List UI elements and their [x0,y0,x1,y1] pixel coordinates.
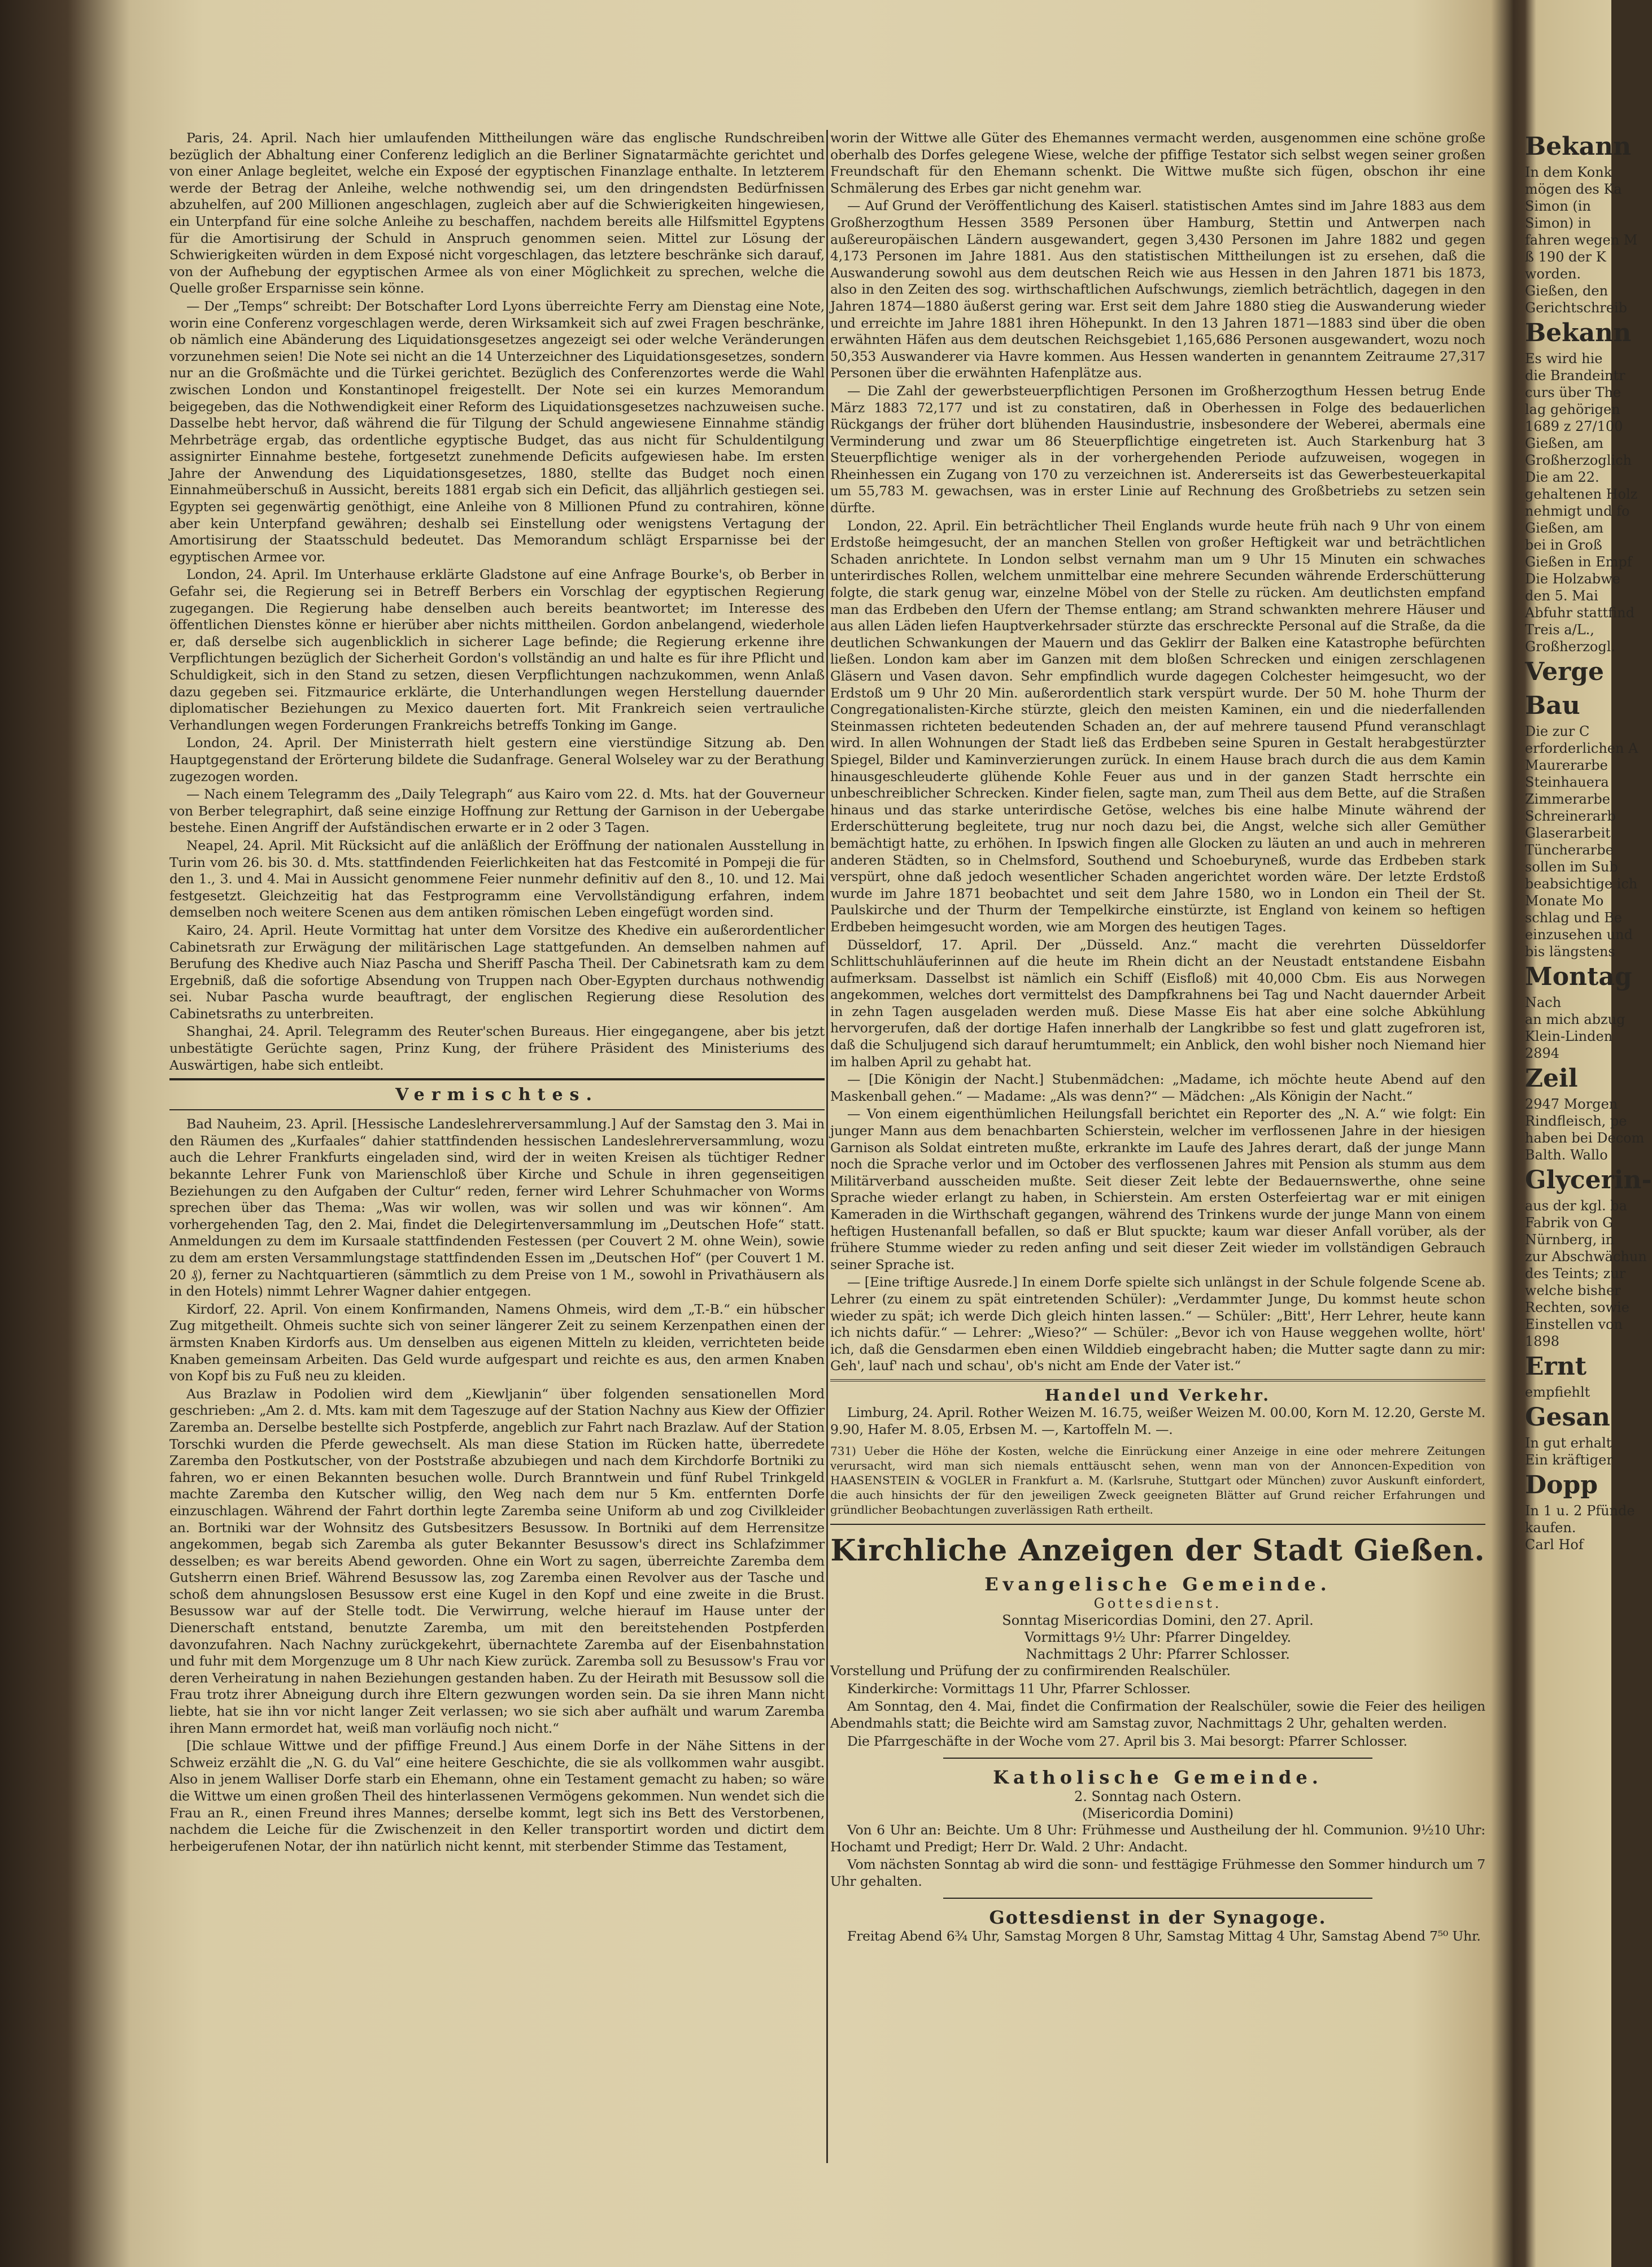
article-schlaue-wittwe: [Die schlaue Wittwe und der pfiffige Freund.] Aus einem Dorfe in der Nähe Sittens in der Schweiz erzählt die „N. G. du Val“ eine heitere Geschichte, die sie als vollkommen wahr ausgibt. Also in jenem Walliser Dorfe starb ein Ehemann, ohne ein Testament gemacht zu haben; so wäre die Wittwe um einen großen Theil des hinterlassenen Vermögens gekommen. Nun wendet sich die Frau an R., einen Freund ihres Mannes; derselbe kommt, legt sich ins Bett des Verstorbenen, nachdem die Leiche für die Zwischenzeit in den Keller transportirt worden und dictirt dem herbeigerufenen Notar, der ihn natürlich nicht kennt, mit sterbender Stimme das Testament, [169,1738,825,1854]
edge-fragment: haben bei Decom [1525,1130,1645,1146]
edge-fragment: lag gehörigen [1525,402,1620,417]
ev-line-vormittags: Vormittags 9½ Uhr: Pfarrer Dingeldey. [1024,1629,1292,1646]
edge-fragment: Treis a/L., [1525,622,1594,638]
edge-fragment: In dem Konk [1525,164,1612,180]
edge-fragment: bis längstens [1525,944,1615,960]
edge-fragment: Bekann [1525,132,1632,161]
section-heading-handel: Handel und Verkehr. [830,1379,1485,1405]
edge-fragment: erforderlichen A [1525,740,1638,756]
edge-fragment: Gerichtschreib [1525,300,1627,316]
article-kirdorf: Kirdorf, 22. April. Von einem Konfirmanden, Namens Ohmeis, wird dem „T.-B.“ ein hübscher Zug mitgetheilt. Ohmeis suchte sich von seiner längerer Zeit zu seinem Kerzenpathen einen der ärmsten Knaben Kirdorfs aus. Um denselben aus eigenen Mitteln zu kleiden, verrichteten beide Knaben gemeinsam Arbeiten. Das Geld wurde aufgespart und reichte es aus, den armen Knaben von Kopf bis zu Fuß neu zu kleiden. [169,1301,825,1384]
edge-fragment: welche bisher [1525,1283,1621,1298]
edge-fragment: Einstellen von [1525,1316,1623,1332]
edge-fragment: Gießen, den [1525,283,1609,299]
heading-katholische-gemeinde: Katholische Gemeinde. [993,1767,1323,1789]
edge-fragment: die Brandeintr [1525,368,1625,383]
edge-fragment: Die Holzabwe [1525,571,1620,587]
ev-line-confirmation: Am Sonntag, den 4. Mai, findet die Confirmation der Realschüler, sowie die Feier des heiligen Abendmahls statt; die Beichte wird am Samstag zuvor, Nachmittags 2 Uhr, gehalten werden. [830,1698,1485,1731]
edge-fragment: Glaserarbeit [1525,825,1611,841]
edge-fragment: Gießen, am [1525,520,1604,536]
article-shanghai: Shanghai, 24. April. Telegramm des Reuter'schen Bureaus. Hier eingegangene, aber bis jetzt unbestätigte Gerüchte sagen, Prinz Kung, der frühere Präsident des Ministeriums des Auswärtigen, habe sich entleibt. [169,1023,825,1073]
edge-fragment: Fabrik von G [1525,1215,1614,1231]
article-koenigin-der-nacht: — [Die Königin der Nacht.] Stubenmädchen: „Madame, ich möchte heute Abend auf den Maskenball gehen.“ — Madame: „Als was denn?“ — Mädchen: „Als Königin der Nacht.“ [830,1071,1485,1104]
ev-line-gottesdienst: Gottesdienst. [1093,1595,1222,1612]
edge-fragment: Bekann [1525,319,1632,347]
left-column [169,130,825,2191]
edge-fragment: Die am 22. [1525,469,1599,485]
edge-fragment: Zeil [1525,1064,1578,1093]
edge-fragment: sollen im Sub [1525,859,1618,875]
article-paris: Paris, 24. April. Nach hier umlaufenden Mittheilungen wäre das englische Rundschreiben bezüglich der Abhaltung einer Conferenz lediglich an die Berliner Signatarmächte gerichtet und von einer Anlage begleitet, welche ein Exposé der egyptischen Finanzlage enthalte. In letzterem werde der Betrag der Anleihe, welche nothwendig sei, um den dringendsten Bedürfnissen abzuhelfen, auf 200 Millionen angeschlagen, zugleich aber auf die Schwierigkeiten hingewiesen, ein Unterpfand für eine solche Anleihe zu beschaffen, nachdem bereits alle Hilfsmittel Egyptens für die Amortisirung der Schuld in Anspruch genommen seien. Mittel zur Lösung der Schwierigkeiten würden in dem Exposé nicht vorgeschlagen, das letztere beschränke sich darauf, von der Aufhebung der egyptischen Armee als von einer Möglichkeit zu sprechen, welche die Quelle großer Ersparnisse sein könne. [169,130,825,297]
article-bad-nauheim: Bad Nauheim, 23. April. [Hessische Landeslehrerversammlung.] Auf der Samstag den 3. Mai in den Räumen des „Kurfaales“ dahier stattfindenden hessischen Landeslehrerversammlung, wozu auch die Lehrer Frankfurts eingeladen sind, wird der in weiten Kreisen als tüchtiger Redner bekannte Lehrer Funk von Marienschloß über Kirche und Schule in ihren gegenseitigen Beziehungen zu den Aufgaben der Cultur“ reden, ferner wird Lehrer Schuhmacher von Worms sprechen über das Thema: „Was wir wollen, was wir sollen und was wir können“. Am vorhergehenden Tag, den 2. Mai, findet die Delegirtenversammlung im „Deutschen Hofe“ statt. Anmeldungen zu dem im Kursaale stattfindenden Festessen (per Couvert 2 M. ohne Wein), sowie zu dem am ersten Versammlungstage stattfindenden Essen im „Deutschen Hof“ (per Couvert 1 M. 20 ₰), ferner zu Nachtquartieren (sämmtlich zu dem Preise von 1 M., sowohl in Privathäusern als in den Hotels) nimmt Lehrer Wagner dahier entgegen. [169,1116,825,1300]
edge-fragment: kaufen. [1525,1520,1576,1536]
edge-fragment: des Teints; zur [1525,1266,1626,1281]
ev-line-nachmittags: Nachmittags 2 Uhr: Pfarrer Schlosser. [1026,1646,1290,1663]
edge-fragment: bei in Groß [1525,537,1602,553]
edge-fragment: Großherzoglich [1525,452,1632,468]
ev-line-kinderkirche: Kinderkirche: Vormittags 11 Uhr, Pfarrer Schlosser. [847,1680,1191,1697]
edge-fragment: Steinhauera [1525,774,1609,790]
section-heading-vermischtes: Vermischtes. [169,1078,825,1110]
article-temps: — Der „Temps“ schreibt: Der Botschafter Lord Lyons überreichte Ferry am Dienstag eine Note, worin eine Conferenz vorgeschlagen werde, deren Wirksamkeit sich auf zwei Fragen beschränke, ob nämlich eine Abänderung des Liquidationsgesetzes angezeigt sei oder welche Veränderungen vorzunehmen seien! Die Note sei nicht an die 14 Unterzeichner des Liquidationsgesetzes, sondern nur an die Großmächte und die Türkei gerichtet. Bezüglich des Conferenzortes werde die Wahl zwischen London und Konstantinopel freigestellt. Der Note sei ein kurzes Memorandum beigegeben, das die Nothwendigkeit einer Reform des Liquidationsgesetzes nachzuweisen suche. Dasselbe hebt hervor, daß während die für Tilgung der Schuld angewiesene Einnahme ständig Mehrbeträge ergab, das ordentliche egyptische Budget, das aus nicht für Schuldentilgung assignirter Einnahme bestehe, fortgesetzt zunehmende Deficits aufgewiesen habe. Im ersten Jahre der Anwendung des Liquidationsgesetzes, 1880, stellte das Budget noch einen Einnahmeüberschuß in Aussicht, bereits 1881 ergab sich ein Deficit, das alljährlich gestiegen sei. Egypten sei gegenwärtig genöthigt, eine Anleihe von 8 Millionen Pfund zu contrahiren, könne aber kein Unterpfand gewähren; deshalb sei Einstellung oder wenigstens Vertagung der Amortisirung der Staatsschuld bedeutet. Das Memorandum schlägt Ersparnisse bei der egyptischen Armee vor. [169,298,825,565]
edge-fragment: 1898 [1525,1333,1560,1349]
edge-fragment: den 5. Mai [1525,588,1598,604]
edge-fragment: Klein-Linden [1525,1028,1613,1044]
edge-fragment: 2894 [1525,1045,1560,1061]
article-london-1: London, 24. April. Im Unterhause erklärte Gladstone auf eine Anfrage Bourke's, ob Berber in Gefahr sei, die Regierung sei in Betreff Berbers ein Vorschlag der egyptischen Regierung zugegangen. Die Regierung habe denselben auch bereits beantwortet; im Interesse des öffentlichen Dienstes könne er hierüber aber nichts mittheilen. Gordon anbelangend, wiederhole er, daß derselbe sich augenblicklich in sicherer Lage befinde; die Regierung erkenne ihre Verpflichtungen bezüglich der Sicherheit Gordon's vollständig an und halte es für ihre Pflicht und Schuldigkeit, sich in den Stand zu setzen, diesen Verpflichtungen nachzukommen, wenn Anlaß dazu gegeben sei. Fitzmaurice erklärte, die Unterhandlungen wegen Herstellung dauernder diplomatischer Beziehungen zu Mexico dauerten fort. Mit Frankreich seien vertrauliche Verhandlungen wegen Forderungen Frankreichs betreffs Tonking im Gange. [169,566,825,733]
market-prices-limburg: Limburg, 24. April. Rother Weizen M. 16.75, weißer Weizen M. 00.00, Korn M. 12.20, Gerste M. 9.90, Hafer M. 8.05, Erbsen M. —, Kartoffeln M. —. [830,1404,1485,1437]
edge-fragment: Simon) in [1525,215,1591,231]
ev-line-pfarrgeschaefte: Die Pfarrgeschäfte in der Woche vom 27. April bis 3. Mai besorgt: Pfarrer Schlosser. [847,1733,1407,1749]
edge-fragment: Verge [1525,657,1605,686]
edge-fragment: Balth. Wallo [1525,1147,1608,1163]
heading-synagoge: Gottesdienst in der Synagoge. [989,1907,1327,1929]
edge-fragment: empfiehlt [1525,1384,1590,1400]
article-duesseldorf: Düsseldorf, 17. April. Der „Düsseld. Anz.“ macht die verehrten Düsseldorfer Schlittschuhläuferinnen auf die heute im Rhein dicht an der Neustadt entstandene Eisbahn aufmerksam. Dasselbst ist nämlich ein Schiff (Eisfloß) mit 40,000 Cbm. Eis aus Norwegen angekommen, welches dort vermittelst des Dampfkrahnens bei Tag und Nacht dauernder Arbeit in zehn Tagen ausgeladen werden muß. Diese Masse Eis hat aber eine solche Abkühlung hervorgerufen, daß der dortige Hafen innerhalb der Langkribbe so fest und glatt zugefroren ist, daß die Schuljugend sich darauf herumtummelt; ein Anblick, den wohl bisher noch Niemand hier im halben April zu gehabt hat. [830,936,1485,1070]
edge-fragment: fahren wegen M [1525,232,1638,248]
edge-fragment: Maurerarbe [1525,757,1608,773]
column-divider [826,130,828,2163]
edge-fragment: Schreinerarb [1525,808,1616,824]
article-neapel: Neapel, 24. April. Mit Rücksicht auf die anläßlich der Eröffnung der nationalen Ausstellung in Turin vom 26. bis 30. d. Mts. stattfindenden Feierlichkeiten hat das Festcomité in Pompeji die für den 1., 3. und 4. Mai in Aussicht genommene Feier nunmehr definitiv auf den 8., 10. und 12. Mai festgesetzt. Gleichzeitig hat das Festprogramm eine Vervollständigung erfahren, indem demselben noch weitere Scenen aus dem antiken römischen Leben eingefügt worden sind. [169,837,825,921]
edge-fragment: Monate Mo [1525,893,1604,909]
edge-fragment: worden. [1525,266,1581,282]
article-erdbeben-london: London, 22. April. Ein beträchtlicher Theil Englands wurde heute früh nach 9 Uhr von einem Erdstoße heimgesucht, der an manchen Stellen von großer Heftigkeit war und beträchtlichen Schaden anrichtete. In London selbst vernahm man um 9 Uhr 15 Minuten ein schwaches unterirdisches Rollen, welchem unmittelbar eine mehrere Secunden währende Erderschütterung folgte, die stark genug war, einzelne Möbel von der Stelle zu rücken. Am deutlichsten empfand man das Erdbeben den Ufern der Themse entlang; am Strand schwankten mehrere Häuser und aus allen Läden liefen Hauptverkehrsader stürzte das erschreckte Personal auf die Straße, da die deutlichen Schwankungen der Mauern und das Geklirr der Balken eine Katastrophe befürchten ließen. London kam aber im Ganzen mit dem bloßen Schrecken und einigen zerschlagenen Gläsern und Vasen davon. Sehr empfindlich wurde dagegen Colchester heimgesucht, wo der Erdstoß um 9 Uhr 20 Min. außerordentlich stark verspürt wurde. Der 50 M. hohe Thurm der Congregationalisten-Kirche stürzte, gleich den meisten Kaminen, ein und die niederfallenden Steinmassen richteten bedeutenden Schaden an, der auf mehrere tausend Pfund veranschlagt wird. In allen Wohnungen der Stadt ließ das Erdbeben seine Spuren in Gestalt herabgestürzter Spiegel, Bilder und Kaminverzierungen zurück. In einem Hause brach durch die aus dem Kamin hinausgeschleuderte glühende Kohle Feuer aus und in der ganzen Stadt herrschte ein unbeschreiblicher Schrecken. Kinder fielen, sagte man, zum Theil aus dem Bette, auf die Straßen hinaus und das starke unterirdische Getöse, welches bis eine halbe Minute während der Erderschütterung begleitete, trug nur noch dazu bei, die Angst, welche sich aller Gemüther bemächtigt hatte, zu erhöhen. In Ipswich fingen alle Glocken zu läuten an und auch in mehreren anderen Städten, so in Chelmsford, Southend und Schoeburyneß, wurde das Erdbeben stark verspürt, ohne daß jedoch wesentlicher Schaden angerichtet worden wäre. Der letzte Erdstoß wurde im Jahre 1871 beobachtet und seit dem Jahre 1580, wo in London ein Theil der St. Paulskirche und der Thurm der Tempelkirche einstürzte, ist England von keinem so heftigen Erdbeben heimgesucht worden, wie am Morgen des heutigen Tages. [830,517,1485,935]
edge-fragment: Gießen in Empf [1525,554,1632,570]
kath-line-fruehmesse: Vom nächsten Sonntag ab wird die sonn- und festtägige Frühmesse den Sommer hindurch um 7 Uhr gehalten. [830,1856,1485,1889]
edge-fragment: Montag [1525,962,1632,991]
article-heilungsfall: — Von einem eigenthümlichen Heilungsfall berichtet ein Reporter des „N. A.“ wie folgt: Ein junger Mann aus dem benachbarten Schierstein, welcher im verflossenen Jahre in der hiesigen Garnison als Soldat eintreten mußte, erkrankte im Laufe des Jahres derart, daß der junge Mann noch die Sprache verlor und im October des verflossenen Jahres mit Pension als stumm aus dem Militärverband ausscheiden mußte. Seit dieser Zeit lebte der Bedauernswerthe, ohne seine Sprache wieder erlangt zu haben, in Schierstein. Am ersten Osterfeiertag war er mit einigen Kameraden in die Wirthschaft gegangen, während des Trinkens wurde der junge Mann von einem heftigen Hustenanfall befallen, so daß er Blut spuckte; kaum war dieser Anfall vorüber, als der frühere Stumme wieder zu reden anfing und seit dieser Zeit wieder im vollständigen Gebrauch seiner Sprache ist. [830,1106,1485,1272]
edge-fragment: Ernt [1525,1352,1587,1381]
article-kairo: Kairo, 24. April. Heute Vormittag hat unter dem Vorsitze des Khedive ein außerordentlicher Cabinetsrath zur Erwägung der militärischen Lage stattgefunden. An demselben nahmen auf Berufung des Khedive auch Niaz Pascha und Sheriff Pascha Theil. Der Cabinetsrath kam zu dem Ergebniß, daß die sofortige Absendung von Truppen nach Ober-Egypten durchaus nothwendig sei. Nubar Pascha wurde beauftragt, der englischen Regierung diese Resolution des Cabinetsraths zu unterbreiten. [169,922,825,1022]
edge-fragment: 2947 Morgen [1525,1096,1618,1112]
edge-fragment: Großherzogl. [1525,639,1616,655]
edge-fragment: nehmigt und fo [1525,503,1630,519]
edge-fragment: curs über The [1525,385,1622,400]
edge-fragment: Gießen, am [1525,435,1604,451]
divider-rule [943,1758,1372,1759]
article-daily-telegraph: — Nach einem Telegramm des „Daily Telegraph“ aus Kairo vom 22. d. Mts. hat der Gouverneur von Berber telegraphirt, daß seine einzige Hoffnung zur Rettung der Garnison in der Uebergabe bestehe. Einen Angriff der Aufständischen erwarte er in 2 oder 3 Tagen. [169,786,825,836]
edge-fragment: aus der kgl. ba [1525,1198,1627,1214]
adjacent-page-edge [1525,130,1652,2191]
edge-fragment: Abfuhr stattfind [1525,605,1634,621]
edge-fragment: Zimmerarbe [1525,791,1610,807]
edge-fragment: Nach [1525,995,1562,1010]
edge-fragment: Die zur C [1525,723,1590,739]
edge-fragment: Nürnberg, in [1525,1232,1615,1248]
edge-fragment: Bau [1525,691,1580,720]
article-wittwe-cont: worin der Wittwe alle Güter des Ehemannes vermacht werden, ausgenommen eine schöne große oberhalb des Dorfes gelegene Wiese, welche der pfiffige Testator sich selbst wegen seiner großen Freundschaft für den Ehemann schenkt. Die Wittwe mußte sich fügen, obschon ihr eine Schmälerung des Erbes gar nicht genehm war. [830,130,1485,196]
edge-fragment: Rindfleisch, pe [1525,1113,1627,1129]
article-auswanderung: — Auf Grund der Veröffentlichung des Kaiserl. statistischen Amtes sind im Jahre 1883 aus dem Großherzogthum Hessen 3589 Personen über Hamburg, Stettin und Antwerpen nach außereuropäischen Ländern ausgewandert, gegen 3,430 Personen im Jahre 1882 und gegen 4,173 Personen im Jahre 1881. Aus den statistischen Mittheilungen ist zu ersehen, daß die Auswanderung sowohl aus dem deutschen Reich wie aus Hessen in den Jahren 1871 bis 1873, also in den Zeiten des sog. wirthschaftlichen Aufschwungs, ziemlich beträchtlich, dagegen in den Jahren 1874—1880 äußerst gering war. Erst seit dem Jahre 1880 stieg die Auswanderung wieder und erreichte im Jahre 1881 ihren Höhepunkt. In den 13 Jahren 1871—1883 sind über die oben erwähnten Häfen aus dem deutschen Reichsgebiet 1,165,686 Personen ausgewandert, wozu noch 50,353 Auswanderer via Havre kommen. Aus Hessen wanderten in genanntem Zeitraume 27,317 Personen über die erwähnten Hafenplätze aus. [830,198,1485,381]
kath-line-beichte: Von 6 Uhr an: Beichte. Um 8 Uhr: Frühmesse und Austheilung der hl. Communion. 9½10 Uhr: Hochamt und Predigt; Herr Dr. Wald. 2 Uhr: Andacht. [830,1822,1485,1855]
edge-fragment: Glycerin- [1525,1166,1652,1194]
edge-fragment: schlag und Be [1525,910,1622,926]
right-column [830,130,1485,2191]
kath-line-sonntag: 2. Sonntag nach Ostern. [1074,1789,1241,1805]
edge-fragment: In gut erhalt [1525,1435,1612,1451]
edge-fragment: Tüncherarbe [1525,842,1614,858]
edge-fragment: ß 190 der K [1525,249,1606,265]
edge-fragment: beabsichtige ich [1525,876,1638,892]
edge-fragment: gehaltenen Holz [1525,486,1638,502]
divider-rule [943,1898,1372,1899]
article-ausrede: — [Eine triftige Ausrede.] In einem Dorfe spielte sich unlängst in der Schule folgende Scene ab. Lehrer (zu einem zu spät eintretenden Schüler): „Verdammter Junge, Du kommst heute schon wieder zu spät; ich werde Dich gleich hinten lassen.“ — Schüler: „Bitt', Herr Lehrer, heute kann ich nichts dafür.“ — Lehrer: „Wieso?“ — Schüler: „Bevor ich von Hause weggehen wollte, hört' ich, daß die Gensdarmen eben einen Wilddieb eingebracht haben; die Mutter sagte dann zu mir: Geh', lauf' nach und schau', ob's nicht am Ende der Vater ist.“ [830,1274,1485,1374]
edge-fragment: Simon (in [1525,198,1591,214]
edge-fragment: In 1 u. 2 Pfünde [1525,1503,1635,1519]
edge-fragment: Rechten, sowie [1525,1300,1629,1315]
edge-fragment: mögen des Ka [1525,181,1622,197]
synagoge-times: Freitag Abend 6¾ Uhr, Samstag Morgen 8 Uhr, Samstag Mittag 4 Uhr, Samstag Abend 7⁵⁰ Uhr. [847,1928,1481,1945]
edge-fragment: Gesan [1525,1403,1610,1432]
edge-fragment: Ein kräftiger [1525,1452,1613,1468]
article-london-2: London, 24. April. Der Ministerrath hielt gestern eine vierstündige Sitzung ab. Den Hauptgegenstand der Erörterung bildete die Sudanfrage. General Wolseley war zu der Berathung zugezogen worden. [169,735,825,784]
heading-evangelische-gemeinde: Evangelische Gemeinde. [984,1573,1331,1595]
edge-fragment: 1689 z 27/100 [1525,418,1623,434]
ev-line-vorstellung: Vorstellung und Prüfung der zu confirmirenden Realschüler. [830,1663,1231,1679]
kath-line-misericordia: (Misericordia Domini) [1082,1806,1234,1822]
ev-line-sonntag: Sonntag Misericordias Domini, den 27. April. [1002,1612,1314,1629]
heading-kirchliche-anzeigen: Kirchliche Anzeigen der Stadt Gießen. [830,1533,1485,1568]
article-gewerbesteuer: — Die Zahl der gewerbsteuerpflichtigen Personen im Großherzogthum Hessen betrug Ende März 1883 72,177 und ist zu constatiren, daß in Oberhessen in Folge des bedauerlichen Rückgangs der früher dort blühenden Hausindustrie, insbesondere der Weberei, abermals eine Verminderung und zwar um 86 Steuerpflichtige eingetreten ist. Auch Starkenburg hat 3 Steuerpflichtige weniger als in der vorhergehenden Periode aufzuweisen, wogegen in Rheinhessen ein Zugang von 170 zu verzeichnen ist. Andererseits ist das Gewerbesteuerkapital um 55,783 M. gewachsen, was in erster Linie auf Rechnung des Großbetriebs zu setzen sein dürfte. [830,382,1485,516]
advertisement-haasenstein-vogler: 731) Ueber die Höhe der Kosten, welche die Einrückung einer Anzeige in eine oder mehrere Zeitungen verursacht, wird man sich niemals enttäuscht sehen, wenn man von der Annoncen-Expedition von HAASENSTEIN & VOGLER in Frankfurt a. M. (Karlsruhe, Stuttgart oder München) zuvor Auskunft einfordert, die auch hinsichts der für den jeweiligen Zweck geeigneten Blätter auf Grund reicher Erfahrungen und gründlicher Beobachtungen zuverlässigen Rath ertheilt. [830,1444,1485,1525]
edge-fragment: Carl Hof [1525,1537,1584,1553]
article-brazlaw: Aus Brazlaw in Podolien wird dem „Kiewljanin“ über folgenden sensationellen Mord geschrieben: „Am 2. d. Mts. kam mit dem Tageszuge auf der Station Nachny aus Kiew der Offizier Zaremba an. Derselbe bestellte sich Postpferde, angeblich zur Fahrt nach Brazlaw. Auf der Station Torschki wurden die Pferde gewechselt. Als man diese Station im Rücken hatte, überredete Zaremba den Postkutscher, von der Poststraße abzubiegen und nach dem Kirchdorfe Bortniki zu fahren, wo er einen Bekannten besuchen wolle. Durch Branntwein und fünf Rubel Trinkgeld machte Zaremba den Kutscher willig, den Weg nach dem nur 5 Km. entfernten Dorfe einzuschlagen. Während der Fahrt dorthin legte Zaremba seine Uniform ab und zog Civilkleider an. Bortniki war der Wohnsitz des Gutsbesitzers Besussow. In Bortniki auf dem Herrensitze angekommen, begab sich Zaremba als guter Bekannter Besussow's direct ins Schlafzimmer desselben; es war bereits Abend geworden. Ohne ein Wort zu sagen, überreichte Zaremba dem Gutsherrn einen Brief. Während Besussow las, zog Zaremba einen Revolver aus der Tasche und schoß dem ahnungslosen Besussow erst eine Kugel in den Kopf und eine zweite in die Brust. Besussow war auf der Stelle todt. Die Verwirrung, welche hierauf im Hause unter der Dienerschaft entstand, benutzte Zaremba, um mit den bereitstehenden Postpferden davonzufahren. Nach Nachny zurückgekehrt, übernachtete Zaremba auf der Eisenbahnstation und fuhr mit dem Morgenzuge um 8 Uhr nach Kiew zurück. Zaremba soll zu Besussow's Frau vor deren Verheiratung in nahen Beziehungen gestanden haben. Zu der Heirath mit Besussow soll die Frau trotz ihrer Abneigung durch ihre Eltern gezwungen worden sein. Da sie ihren Mann nicht liebte, hat sie ihn vor nicht langer Zeit verlassen; wo sie sich aber aufhält und warum Zaremba ihren Mann ermordet hat, weiß man vorläufig noch nicht.“ [169,1385,825,1736]
edge-fragment: zur Abschwächun [1525,1249,1647,1265]
edge-fragment: Es wird hie [1525,351,1603,367]
edge-fragment: Dopp [1525,1471,1598,1499]
edge-fragment: einzusehen und [1525,927,1633,943]
newspaper-page [169,130,1485,2191]
edge-fragment: an mich abzug [1525,1012,1625,1027]
